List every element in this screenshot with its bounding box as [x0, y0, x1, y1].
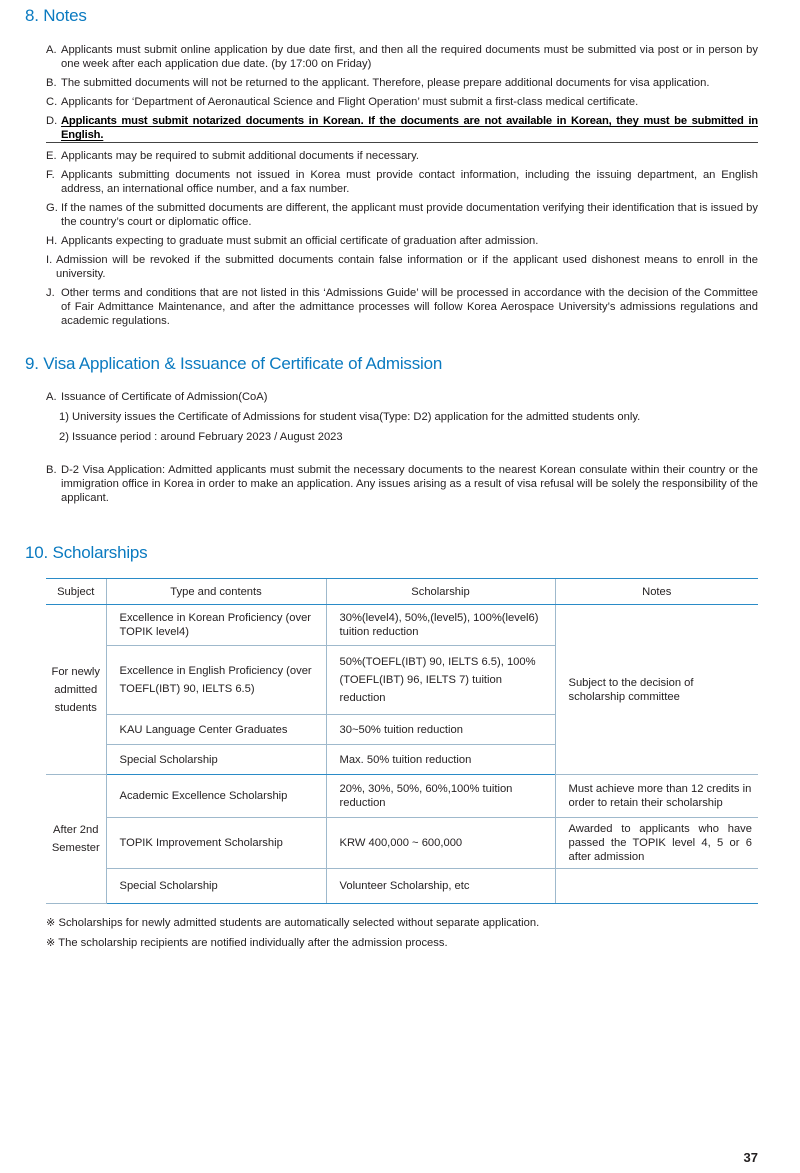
section-title-scholarships: 10. Scholarships [25, 543, 148, 562]
note-item-e: E. Applicants may be required to submit additional documents if necessary. [46, 150, 419, 162]
table-row [46, 775, 758, 818]
scholarship-footnotes [46, 916, 758, 956]
visa-application-block [46, 463, 758, 505]
visa-issuance-block [46, 390, 758, 444]
scholarship-cell: Volunteer Scholarship, etc [326, 869, 555, 904]
header-scholarship: Scholarship [326, 579, 555, 605]
note-item-j: J. Other terms and conditions that are not listed in this ‘Admissions Guide’ will be processed in accordance with the decision of the Committee of Fair Admittance Maintenance, and after the admittance processes will follow Korea Aerospace University’s admissions regulations and academic regulations. [46, 287, 758, 327]
note-item-h: H. Applicants expecting to graduate must submit an official certificate of graduation after admission. [46, 235, 539, 247]
scholarship-cell: 20%, 30%, 50%, 60%,100% tuition reduction [326, 775, 555, 818]
type-cell: TOPIK Improvement Scholarship [106, 818, 326, 869]
note-item-a: A. Applicants must submit online application by due date first, and then all the required documents must be submitted via post or in person by one week after each application due date. (by 17:00 on Friday) [46, 44, 758, 70]
table-row [46, 818, 758, 869]
footnote: ※ Scholarships for newly admitted students are automatically selected without separate application. [46, 917, 540, 929]
scholarship-cell: 30%(level4), 50%,(level5), 100%(level6) tuition reduction [326, 605, 555, 646]
notes-cell [555, 869, 758, 904]
note-item-g: G. If the names of the submitted documents are different, the applicant must provide documentation verifying their identification that is issued by the country’s court or diplomatic office. [46, 202, 758, 228]
scholarship-cell: Max. 50% tuition reduction [326, 745, 555, 775]
section-title-notes: 8. Notes [25, 6, 87, 25]
scholarship-table [46, 578, 758, 904]
visa-item-a: A. Issuance of Certificate of Admission(CoA) [46, 391, 268, 403]
note-item-d-emphasized: D. Applicants must submit notarized documents in Korean. If the documents are not available in Korean, they must be submitted in English. [46, 115, 758, 141]
type-cell: Special Scholarship [106, 745, 326, 775]
notes-committee: Subject to the decision of scholarship committee [555, 605, 758, 775]
header-type: Type and contents [106, 579, 326, 605]
visa-subitem-1: 1) University issues the Certificate of Admissions for student visa(Type: D2) application for the admitted students only. [59, 411, 641, 423]
notes-cell: Awarded to applicants who have passed the TOPIK level 4, 5 or 6 after admission [555, 818, 758, 869]
subject-after-2nd-semester: After 2nd Semester [46, 775, 106, 904]
type-cell: Excellence in English Proficiency (over TOEFL(IBT) 90, IELTS 6.5) [106, 646, 326, 715]
scholarship-cell: 30~50% tuition reduction [326, 715, 555, 745]
table-header-row [46, 579, 758, 605]
scholarship-cell: KRW 400,000 ~ 600,000 [326, 818, 555, 869]
type-cell: Excellence in Korean Proficiency (over TOPIK level4) [106, 605, 326, 646]
visa-item-b: B. D-2 Visa Application: Admitted applicants must submit the necessary documents to the nearest Korean consulate within their country or the immigration office in Korea in order to make an application. Any issues arising as a result of visa refusal will be solely the responsibility of the applicant. [46, 464, 758, 504]
table-row [46, 869, 758, 904]
subject-newly-admitted: For newly admitted students [46, 605, 106, 775]
scholarship-cell: 50%(TOEFL(IBT) 90, IELTS 6.5), 100%(TOEFL(IBT) 96, IELTS 7) tuition reduction [326, 646, 555, 715]
type-cell: KAU Language Center Graduates [106, 715, 326, 745]
note-item-f: F. Applicants submitting documents not issued in Korea must provide contact information, including the issuing department, an English address, an international office number, and a fax number. [46, 169, 758, 195]
note-item-c: C. Applicants for ‘Department of Aeronautical Science and Flight Operation’ must submit a first-class medical certificate. [46, 96, 639, 108]
note-item-i: I. Admission will be revoked if the submitted documents contain false information or if the applicant used dishonest means to enroll in the university. [46, 254, 758, 280]
header-notes: Notes [555, 579, 758, 605]
table-row [46, 605, 758, 646]
type-cell: Academic Excellence Scholarship [106, 775, 326, 818]
type-cell: Special Scholarship [106, 869, 326, 904]
note-item-b: B. The submitted documents will not be returned to the applicant. Therefore, please prepare additional documents for visa application. [46, 77, 710, 89]
page-number: 37 [743, 1150, 758, 1165]
header-subject: Subject [46, 579, 106, 605]
notes-list [46, 43, 758, 333]
footnote: ※ The scholarship recipients are notified individually after the admission process. [46, 937, 448, 949]
section-title-visa: 9. Visa Application & Issuance of Certificate of Admission [25, 354, 443, 373]
visa-subitem-2: 2) Issuance period : around February 2023 / August 2023 [59, 431, 343, 443]
notes-cell: Must achieve more than 12 credits in order to retain their scholarship [555, 775, 758, 818]
